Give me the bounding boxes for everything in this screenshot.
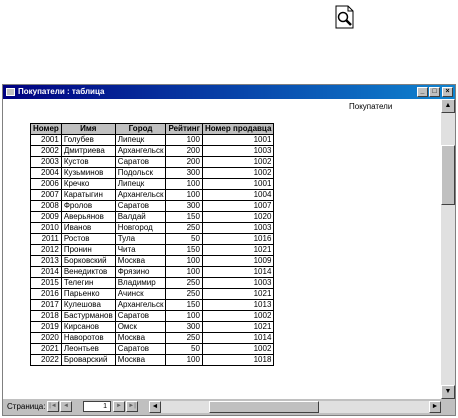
column-header: Город (115, 124, 166, 135)
table-cell: 1021 (202, 322, 273, 333)
scroll-up-button[interactable]: ▲ (441, 99, 455, 113)
table-cell: Фрязино (115, 267, 166, 278)
table-cell: Саратов (115, 344, 166, 355)
table-row (31, 212, 274, 223)
table-cell: 100 (166, 355, 203, 366)
table-cell: Саратов (115, 311, 166, 322)
table-cell: 1003 (202, 223, 273, 234)
report-title: Покупатели (349, 102, 393, 111)
table-cell: 2018 (31, 311, 62, 322)
window-title: Покупатели : таблица (18, 87, 105, 96)
table-cell: Тула (115, 234, 166, 245)
table-cell: 2012 (31, 245, 62, 256)
print-preview-icon[interactable] (330, 3, 358, 31)
preview-page (3, 99, 441, 399)
navigation-bar (3, 399, 455, 415)
table-cell: Ачинск (115, 289, 166, 300)
table-cell: 2017 (31, 300, 62, 311)
page-number-input[interactable]: 1 (83, 401, 111, 412)
table-row (31, 333, 274, 344)
table-cell: 2016 (31, 289, 62, 300)
column-header: Номер продавца (202, 124, 273, 135)
table-cell: 2007 (31, 190, 62, 201)
table-cell: Москва (115, 333, 166, 344)
table-icon (6, 88, 15, 96)
table-window (2, 84, 456, 416)
customers-table (30, 123, 274, 366)
vertical-scrollbar[interactable] (441, 99, 455, 399)
table-cell: Москва (115, 355, 166, 366)
table-cell: Архангельск (115, 190, 166, 201)
table-cell: Каратыгин (61, 190, 115, 201)
table-cell: 150 (166, 300, 203, 311)
table-cell: 2008 (31, 201, 62, 212)
table-cell: Аверьянов (61, 212, 115, 223)
table-row (31, 157, 274, 168)
table-cell: Бастурманов (61, 311, 115, 322)
table-cell: Саратов (115, 157, 166, 168)
table-row (31, 322, 274, 333)
table-row (31, 344, 274, 355)
table-cell: 2019 (31, 322, 62, 333)
window-titlebar[interactable] (3, 85, 455, 99)
table-cell: 100 (166, 311, 203, 322)
table-body (31, 135, 274, 366)
table-row (31, 168, 274, 179)
table-row (31, 245, 274, 256)
table-cell: 2015 (31, 278, 62, 289)
table-cell: 100 (166, 135, 203, 146)
table-cell: 100 (166, 267, 203, 278)
table-cell: 1001 (202, 135, 273, 146)
table-cell: 2003 (31, 157, 62, 168)
table-cell: 1002 (202, 157, 273, 168)
table-cell: 50 (166, 234, 203, 245)
table-cell: 250 (166, 333, 203, 344)
table-cell: 100 (166, 190, 203, 201)
table-row (31, 201, 274, 212)
table-cell: 1009 (202, 256, 273, 267)
scroll-right-button[interactable]: ► (429, 401, 441, 413)
column-header: Рейтинг (166, 124, 203, 135)
table-cell: Липецк (115, 135, 166, 146)
table-cell: Пронин (61, 245, 115, 256)
vertical-scroll-thumb[interactable] (441, 145, 455, 205)
table-cell: Кузьминов (61, 168, 115, 179)
table-cell: 1016 (202, 234, 273, 245)
table-cell: 1020 (202, 212, 273, 223)
close-button[interactable]: × (442, 87, 453, 97)
table-cell: 2010 (31, 223, 62, 234)
table-cell: Броварский (61, 355, 115, 366)
table-cell: Архангельск (115, 300, 166, 311)
table-header-row (31, 124, 274, 135)
table-cell: 1014 (202, 333, 273, 344)
first-page-button[interactable]: |◄ (47, 401, 59, 412)
table-cell: 300 (166, 168, 203, 179)
table-cell: 2013 (31, 256, 62, 267)
table-cell: 1001 (202, 179, 273, 190)
table-cell: 1004 (202, 190, 273, 201)
table-row (31, 289, 274, 300)
column-header: Имя (61, 124, 115, 135)
table-cell: 2011 (31, 234, 62, 245)
table-cell: Кустов (61, 157, 115, 168)
table-cell: Леонтьев (61, 344, 115, 355)
table-cell: 2020 (31, 333, 62, 344)
table-cell: 2002 (31, 146, 62, 157)
table-row (31, 223, 274, 234)
table-cell: 200 (166, 157, 203, 168)
table-cell: 2021 (31, 344, 62, 355)
table-cell: 250 (166, 278, 203, 289)
table-cell: Навоpотов (61, 333, 115, 344)
table-cell: 1013 (202, 300, 273, 311)
table-cell: 1007 (202, 201, 273, 212)
table-cell: 2001 (31, 135, 62, 146)
table-cell: 300 (166, 201, 203, 212)
table-row (31, 355, 274, 366)
table-cell: Дмитриева (61, 146, 115, 157)
table-cell: Валдай (115, 212, 166, 223)
table-cell: Москва (115, 256, 166, 267)
table-cell: Иванов (61, 223, 115, 234)
table-cell: 1018 (202, 355, 273, 366)
table-cell: 1021 (202, 289, 273, 300)
table-cell: 1014 (202, 267, 273, 278)
table-cell: 1003 (202, 278, 273, 289)
table-row (31, 267, 274, 278)
table-cell: 1002 (202, 168, 273, 179)
horizontal-scroll-thumb[interactable] (209, 401, 319, 413)
table-cell: Омск (115, 322, 166, 333)
table-cell: 2014 (31, 267, 62, 278)
table-cell: Фролов (61, 201, 115, 212)
table-cell: 2022 (31, 355, 62, 366)
table-cell: Борковский (61, 256, 115, 267)
table-row (31, 135, 274, 146)
table-cell: 150 (166, 212, 203, 223)
table-cell: 2004 (31, 168, 62, 179)
table-cell: 100 (166, 256, 203, 267)
table-row (31, 300, 274, 311)
table-cell: Кречко (61, 179, 115, 190)
minimize-button[interactable]: _ (417, 87, 428, 97)
table-cell: 200 (166, 146, 203, 157)
table-row (31, 146, 274, 157)
table-cell: 2006 (31, 179, 62, 190)
table-cell: Липецк (115, 179, 166, 190)
table-cell: Ростов (61, 234, 115, 245)
horizontal-scrollbar[interactable] (149, 401, 441, 413)
scroll-left-button[interactable]: ◄ (149, 401, 161, 413)
table-cell: Парьенко (61, 289, 115, 300)
column-header: Номер (31, 124, 62, 135)
scroll-down-button[interactable]: ▼ (441, 385, 455, 399)
next-page-button[interactable]: ► (113, 401, 125, 412)
table-cell: Новгород (115, 223, 166, 234)
table-cell: 250 (166, 223, 203, 234)
table-cell: Кирсанов (61, 322, 115, 333)
table-cell: Телегин (61, 278, 115, 289)
table-cell: 1003 (202, 146, 273, 157)
table-cell: 150 (166, 245, 203, 256)
table-row (31, 278, 274, 289)
table-row (31, 256, 274, 267)
table-cell: Владимир (115, 278, 166, 289)
table-row (31, 311, 274, 322)
table-cell: 50 (166, 344, 203, 355)
table-cell: 2009 (31, 212, 62, 223)
table-cell: Кулешова (61, 300, 115, 311)
maximize-button[interactable]: □ (429, 87, 440, 97)
table-cell: 1002 (202, 344, 273, 355)
table-cell: 1021 (202, 245, 273, 256)
table-cell: Голубев (61, 135, 115, 146)
last-page-button[interactable]: ►| (126, 401, 138, 412)
table-cell: Чита (115, 245, 166, 256)
table-cell: Архангельск (115, 146, 166, 157)
table-row (31, 190, 274, 201)
table-cell: Саратов (115, 201, 166, 212)
page-label: Страница: (7, 402, 46, 411)
table-cell: Подольск (115, 168, 166, 179)
table-cell: 300 (166, 322, 203, 333)
table-row (31, 234, 274, 245)
table-cell: 250 (166, 289, 203, 300)
table-row (31, 179, 274, 190)
table-cell: Венедиктов (61, 267, 115, 278)
table-cell: 1002 (202, 311, 273, 322)
table-cell: 100 (166, 179, 203, 190)
prev-page-button[interactable]: ◄ (60, 401, 72, 412)
